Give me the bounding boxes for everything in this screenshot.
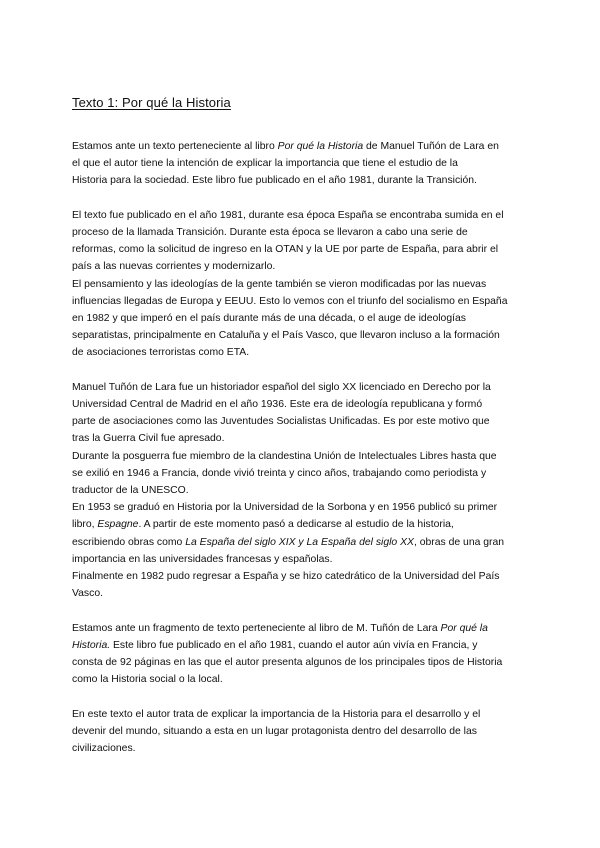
text-segment: Vasco. (72, 588, 103, 600)
paragraph (72, 207, 532, 362)
text-segment: Universidad Central de Madrid en el año 1936. Este era de ideología republicana y formó (72, 399, 483, 411)
text-line (72, 396, 532, 413)
text-segment: El texto fue publicado en el año 1981, durante esa época España se encontraba sumida en el (72, 209, 504, 221)
text-line (72, 379, 532, 396)
text-line (72, 516, 532, 533)
italic-text: Por qué la (440, 622, 488, 634)
text-segment: se exilió en 1946 a Francia, donde vivió treinta y cinco años, trabajando como periodista y (72, 467, 487, 479)
text-segment: devenir del mundo, situando a esta en un lugar protagonista dentro del desarrollo de las (72, 725, 477, 737)
text-segment: importancia en las universidades francesas y españolas. (72, 553, 333, 565)
text-line (72, 276, 532, 293)
text-segment: Durante la posguerra fue miembro de la clandestina Unión de Intelectuales Libres hasta que (72, 450, 497, 462)
text-line (72, 224, 532, 241)
text-segment: En 1953 se graduó en Historia por la Universidad de la Sorbona y en 1956 publicó su primer (72, 502, 498, 514)
text-line (72, 327, 532, 344)
text-segment: Historia para la sociedad. Este libro fue publicado en el año 1981, durante la Transición. (72, 175, 477, 187)
text-segment: Estamos ante un fragmento de texto perteneciente al libro de M. Tuñón de Lara (72, 622, 441, 634)
text-segment: civilizaciones. (72, 743, 136, 755)
text-line (72, 637, 532, 654)
text-line (72, 482, 532, 499)
text-segment: influencias llegadas de Europa y EEUU. Esto lo vemos con el triunfo del socialismo en España (72, 295, 508, 307)
text-segment: el que el autor tiene la intención de explicar la importancia que tiene el estudio de la (72, 158, 458, 170)
text-segment: Estamos ante un texto perteneciente al libro (72, 141, 278, 152)
text-segment: de asociaciones terroristas como ETA. (72, 347, 250, 359)
text-segment: reformas, como la solicitud de ingreso en la OTAN y la UE por parte de España, para abrir el (72, 244, 499, 256)
text-segment: proceso de la llamada Transición. Durante esta época se llevaron a cabo una serie de (72, 227, 468, 238)
text-segment: como la Historia social o la local. (72, 674, 223, 686)
text-segment: escribiendo obras como (72, 536, 186, 548)
paragraph (72, 620, 532, 689)
text-segment: Finalmente en 1982 pudo regresar a España y se hizo catedrático de la Universidad del País (72, 571, 500, 583)
text-segment: tras la Guerra Civil fue apresado. (72, 433, 225, 445)
text-line (72, 551, 532, 568)
paragraph (72, 379, 532, 603)
text-line (72, 207, 532, 224)
text-segment: parte de asociaciones como las Juventudes Socialistas Unificadas. Es por este motivo que (72, 416, 490, 428)
text-segment: , obras de una gran (413, 536, 505, 548)
text-segment: . A partir de este momento pasó a dedicarse al estudio de la historia, (138, 519, 454, 531)
paragraph (72, 706, 532, 758)
text-line (72, 534, 532, 551)
italic-text: La España del siglo XIX y La España del siglo XX (185, 536, 414, 548)
text-segment: separatistas, principalmente en Cataluña y el País Vasco, que llevaron incluso a la formación (72, 330, 500, 342)
italic-text: Por qué la Historia (277, 141, 364, 152)
italic-text: Espagne (97, 519, 139, 531)
text-line (72, 138, 532, 155)
text-line (72, 499, 532, 516)
text-segment: de Manuel Tuñón de Lara en (363, 141, 499, 152)
text-segment: Este libro fue publicado en el año 1981, cuando el autor aún vivía en Francia, y (110, 639, 478, 651)
text-segment: en 1982 y que imperó en el país durante más de una década, o el auge de ideologías (72, 313, 466, 325)
text-segment: consta de 92 páginas en las que el autor presenta algunos de los principales tipos de Historia (72, 657, 503, 669)
text-segment: El pensamiento y las ideologías de la gente también se vieron modificadas por las nuevas (72, 278, 487, 290)
text-segment: país a las nuevas corrientes y modernizarlo. (72, 261, 276, 273)
text-line (72, 465, 532, 482)
text-line (72, 172, 532, 189)
text-segment: En este texto el autor trata de explicar la importancia de la Historia para el desarrollo y el (72, 708, 481, 720)
text-line (72, 430, 532, 447)
text-line (72, 706, 532, 723)
text-line (72, 585, 532, 602)
text-line (72, 723, 532, 740)
text-segment: traductor de la UNESCO. (72, 485, 189, 497)
text-segment: libro, (72, 519, 98, 531)
document-body (72, 138, 532, 774)
text-segment: Manuel Tuñón de Lara fue un historiador español del siglo XX licenciado en Derecho por la (72, 381, 491, 393)
text-line (72, 413, 532, 430)
text-line (72, 620, 532, 637)
text-line (72, 344, 532, 361)
text-line (72, 654, 532, 671)
text-line (72, 258, 532, 275)
text-line (72, 293, 532, 310)
text-line (72, 155, 532, 172)
text-line (72, 740, 532, 757)
italic-text: Historia. (72, 639, 111, 651)
text-line (72, 310, 532, 327)
document-title: Texto 1: Por qué la Historia (72, 95, 231, 110)
text-line (72, 568, 532, 585)
text-line (72, 448, 532, 465)
text-line (72, 241, 532, 258)
paragraph (72, 138, 532, 190)
text-line (72, 671, 532, 688)
